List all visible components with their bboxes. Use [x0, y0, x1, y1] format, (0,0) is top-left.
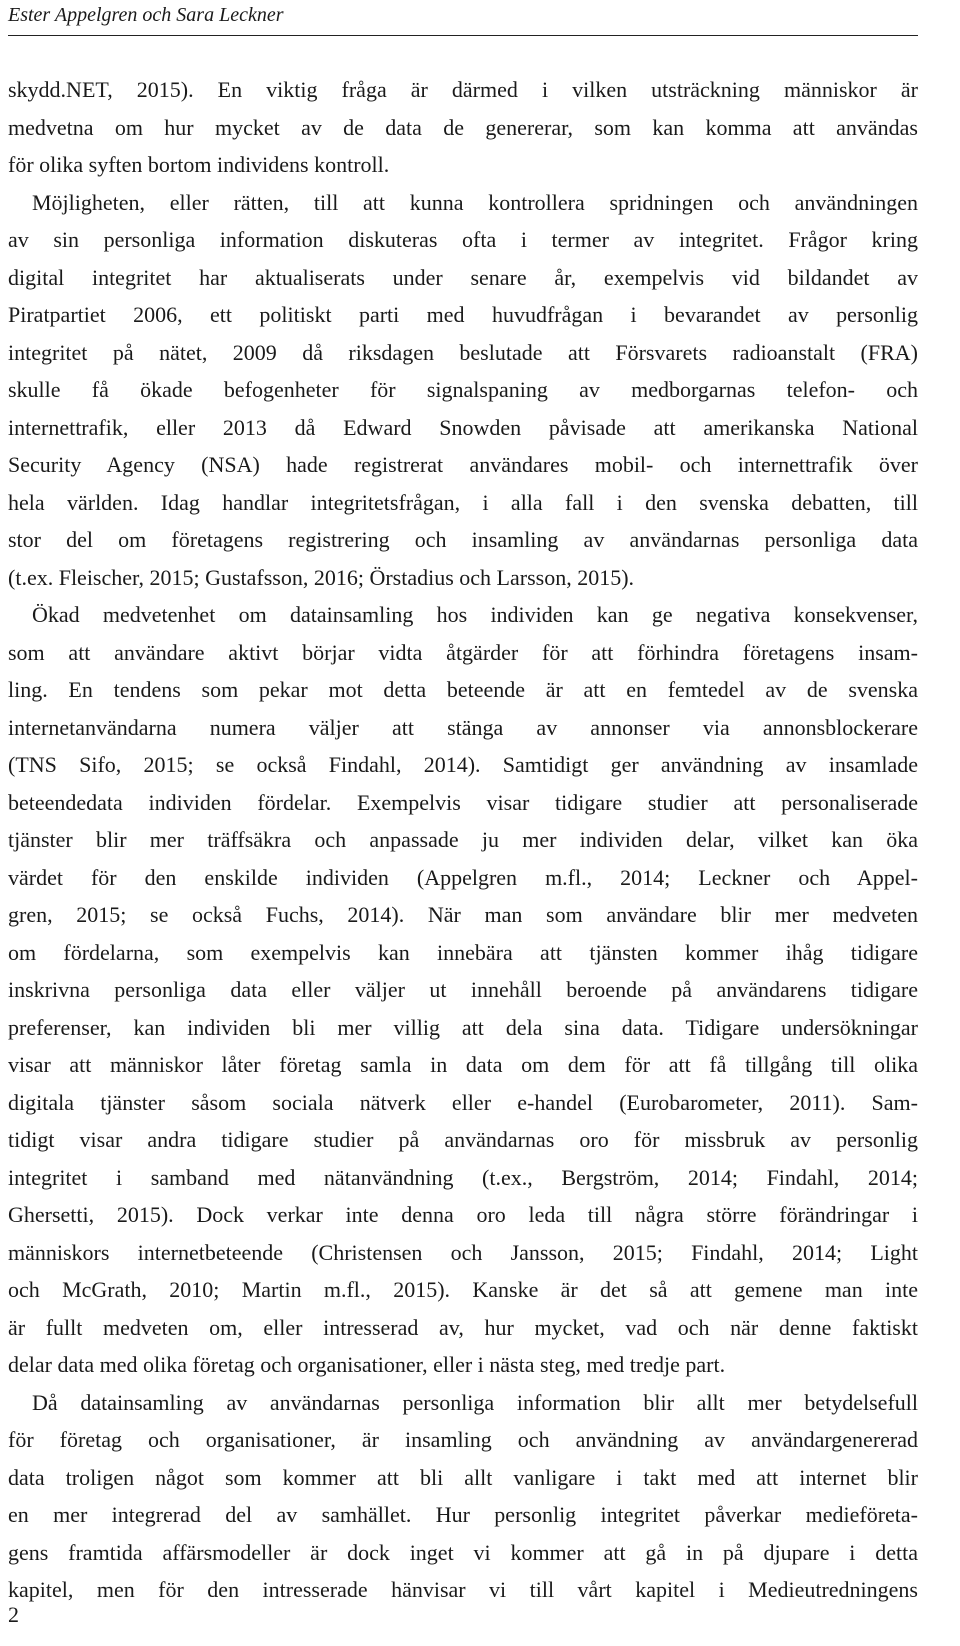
text-line: integritet på nätet, 2009 då riksdagen beslutade att Försvarets radioanstalt (FRA)	[8, 339, 918, 365]
text-line: gens framtida affärsmodeller är dock inget vi kommer att gå in på djupare i detta	[8, 1539, 918, 1565]
text-line: internettrafik, eller 2013 då Edward Snowden påvisade att amerikanska National	[8, 414, 918, 440]
text-line: data troligen något som kommer att bli allt vanligare i takt med att internet blir	[8, 1464, 918, 1490]
text-line: Piratpartiet 2006, ett politiskt parti med huvudfrågan i bevarandet av personlig	[8, 302, 918, 327]
text-line: hela världen. Idag handlar integritetsfrågan, i alla fall i den svenska debatten, till	[8, 489, 918, 515]
text-line: Möjligheten, eller rätten, till att kunna kontrollera spridningen och användningen	[32, 189, 918, 215]
text-line: gren, 2015; se också Fuchs, 2014). När man som användare blir mer medveten	[8, 902, 918, 927]
text-line: Ghersetti, 2015). Dock verkar inte denna oro leda till några större förändringar i	[8, 1202, 918, 1227]
text-line: för företag och organisationer, är insamling och användning av användargenererad	[8, 1427, 918, 1452]
text-line: Ökad medvetenhet om datainsamling hos individen kan ge negativa konsekvenser,	[32, 602, 918, 627]
running-title: Ester Appelgren och Sara Leckner	[8, 4, 284, 26]
text-line: som att användare aktivt börjar vidta åtgärder för att förhindra företagens insam-	[8, 639, 918, 665]
text-line: digital integritet har aktualiserats under senare år, exempelvis vid bildandet av	[8, 264, 918, 290]
text-line: digitala tjänster såsom sociala nätverk eller e-handel (Eurobarometer, 2011). Sam-	[8, 1089, 918, 1115]
text-line: skulle få ökade befogenheter för signalspaning av medborgarnas telefon- och	[8, 377, 918, 402]
text-line: delar data med olika företag och organisationer, eller i nästa steg, med tredje part.	[8, 1352, 726, 1377]
text-line: människors internetbeteende (Christensen och Jansson, 2015; Findahl, 2014; Light	[8, 1239, 918, 1265]
text-line: av sin personliga information diskuteras ofta i termer av integritet. Frågor kring	[8, 227, 918, 252]
text-line: är fullt medveten om, eller intresserad av, hur mycket, vad och när denne faktiskt	[8, 1314, 918, 1340]
body-text	[8, 71, 918, 1609]
text-line: värdet för den enskilde individen (Appelgren m.fl., 2014; Leckner och Appel-	[8, 864, 918, 890]
text-line: (t.ex. Fleischer, 2015; Gustafsson, 2016; Örstadius och Larsson, 2015).	[8, 564, 635, 590]
text-line: ling. En tendens som pekar mot detta beteende är att en femtedel av de svenska	[8, 677, 918, 702]
text-line: inskrivna personliga data eller väljer ut innehåll beroende på användarens tidigare	[8, 977, 918, 1002]
text-line: visar att människor låter företag samla in data om dem för att få tillgång till olika	[8, 1052, 918, 1077]
text-line: skydd.NET, 2015). En viktig fråga är därmed i vilken utsträckning människor är	[8, 77, 918, 102]
text-line: stor del om företagens registrering och insamling av användarnas personliga data	[8, 527, 918, 552]
text-line: internetanvändarna numera väljer att stänga av annonser via annonsblockerare	[8, 714, 918, 740]
text-line: för olika syften bortom individens kontroll.	[8, 152, 390, 177]
text-line: kapitel, men för den intresserade hänvisar vi till vårt kapitel i Medieutredningens	[8, 1577, 918, 1602]
text-line: Security Agency (NSA) hade registrerat användares mobil- och internettrafik över	[8, 452, 918, 477]
text-line: integritet i samband med nätanvändning (t.ex., Bergström, 2014; Findahl, 2014;	[8, 1164, 918, 1190]
page-number: 2	[8, 1602, 19, 1627]
text-line: beteendedata individen fördelar. Exempelvis visar tidigare studier att personaliserade	[8, 789, 918, 815]
text-line: preferenser, kan individen bli mer villig att dela sina data. Tidigare undersökningar	[8, 1014, 918, 1040]
text-line: tidigt visar andra tidigare studier på användarnas oro för missbruk av personlig	[8, 1127, 918, 1152]
text-line: Då datainsamling av användarnas personliga information blir allt mer betydelsefull	[32, 1389, 918, 1415]
text-line: tjänster blir mer träffsäkra och anpassade ju mer individen delar, vilket kan öka	[8, 827, 918, 852]
text-line: om fördelarna, som exempelvis kan innebära att tjänsten kommer ihåg tidigare	[8, 939, 918, 965]
text-line: medvetna om hur mycket av de data de genererar, som kan komma att användas	[8, 114, 918, 140]
text-line: en mer integrerad del av samhället. Hur personlig integritet påverkar medieföreta-	[8, 1502, 918, 1527]
text-line: och McGrath, 2010; Martin m.fl., 2015). Kanske är det så att gemene man inte	[8, 1277, 918, 1302]
text-line: (TNS Sifo, 2015; se också Findahl, 2014). Samtidigt ger användning av insamlade	[8, 752, 918, 777]
running-header	[8, 0, 918, 36]
